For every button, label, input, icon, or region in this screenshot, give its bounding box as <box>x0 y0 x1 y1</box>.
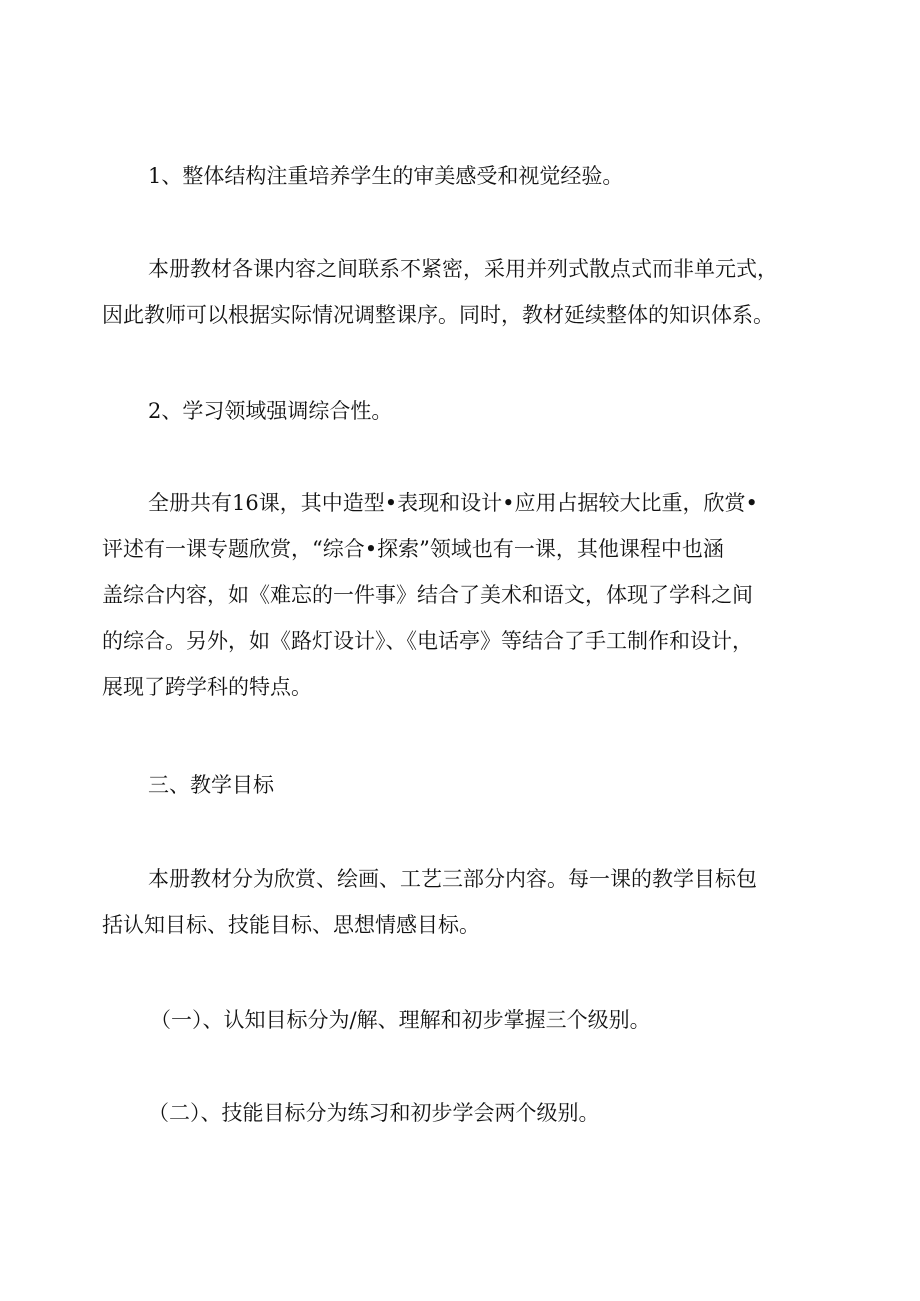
text-line: 展现了跨学科的特点。 <box>102 675 312 699</box>
text-line: 本册教材各课内容之间联系不紧密，采用并列式散点式而非单元式， <box>148 257 778 281</box>
text-line: 评述有一课专题欣赏，“综合•探索”领域也有一课，其他课程中也涵 <box>102 537 724 561</box>
paragraph-goals-body <box>102 856 838 948</box>
text-line: 2、学习领域强调综合性。 <box>148 399 393 423</box>
text-line: 本册教材分为欣赏、绘画、工艺三部分内容。每一课的教学目标包 <box>148 867 757 891</box>
text-line: 盖综合内容，如《难忘的一件事》结合了美术和语文，体现了学科之间 <box>102 583 753 607</box>
text-line: 的综合。另外，如《路灯设计》、《电话亭》等结合了手工制作和设计， <box>102 629 753 653</box>
text-line: 因此教师可以根据实际情况调整课序。同时，教材延续整体的知识体系。 <box>102 303 774 327</box>
text-line: （一）、认知目标分为/解、理解和初步掌握三个级别。 <box>150 1008 651 1032</box>
section-heading-teaching-goals <box>148 762 838 808</box>
text-line: 1、整体结构注重培养学生的审美感受和视觉经验。 <box>148 164 624 188</box>
text-line: 三、教学目标 <box>148 773 274 797</box>
text-line: （二）、技能目标分为练习和初步学会两个级别。 <box>148 1101 600 1125</box>
paragraph-structure-body <box>102 246 838 338</box>
paragraph-cognitive-goals <box>150 997 840 1043</box>
text-line: 括认知目标、技能目标、思想情感目标。 <box>102 913 480 937</box>
paragraph-integration-body <box>102 480 838 710</box>
paragraph-skill-goals <box>148 1090 838 1136</box>
text-line: 全册共有16课，其中造型•表现和设计•应用占据较大比重，欣赏• <box>148 491 758 515</box>
paragraph-integration-heading <box>148 388 838 434</box>
paragraph-structure-heading <box>148 153 838 199</box>
